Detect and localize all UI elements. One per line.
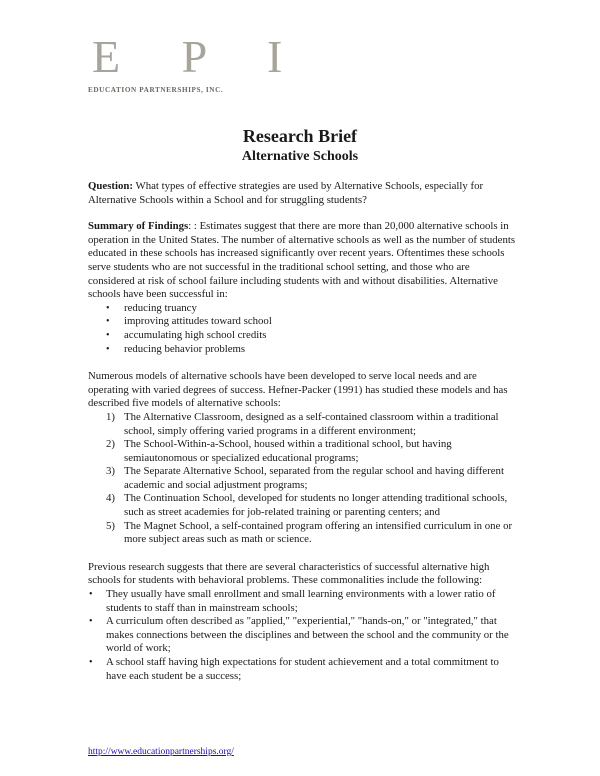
list-item: [88, 411, 518, 438]
list-item: • improving attitudes toward school: [88, 315, 518, 329]
research-intro: Previous research suggests that there are several characteristics of successful alternative high schools for students with behavioral problems. These commonalities include the following:: [88, 560, 490, 587]
epi-logo: [88, 31, 308, 104]
list-number: 4): [106, 492, 115, 505]
summary-bullet-list: [88, 302, 518, 356]
list-item-text: The Continuation School, developed for students no longer attending traditional schools, such as street academies for job-related training or parenting centers; and: [124, 492, 508, 519]
document-body: [88, 180, 518, 683]
list-item-text: The School-Within-a-School, housed within a traditional school, but having semiautonomous or specialized educational programs;: [124, 438, 452, 464]
list-item: [88, 438, 518, 465]
list-item: • A curriculum often described as "applied," "experiential," "hands-on," or "integrated," that makes connections between the disciplines and between the school and the community or the world of work;: [88, 615, 518, 656]
list-item: • They usually have small enrollment and small learning environments with a lower ratio of students to staff than in mainstream schools;: [88, 588, 518, 615]
logo-subtitle: EDUCATION PARTNERSHIPS, INC.: [88, 86, 224, 94]
list-number: 5): [106, 519, 115, 532]
list-number: 3): [106, 465, 115, 478]
models-intro: Numerous models of alternative schools have been developed to serve local needs and are operating with varied degrees of success. Hefner-Packer (1991) has studied these models and has described five models of alternative schools:: [88, 370, 508, 410]
research-bullet-list: [88, 588, 518, 683]
summary-label: Summary of Findings: [88, 220, 189, 233]
list-item: [88, 520, 518, 547]
list-item-text: The Separate Alternative School, separated from the regular school and having different academic and social adjustment programs;: [124, 465, 504, 491]
question-paragraph: [88, 180, 518, 207]
page-title: Research Brief: [242, 126, 358, 146]
list-item: • A school staff having high expectations for student achievement and a total commitment to have each student be a success;: [88, 656, 518, 683]
summary-paragraph: [88, 220, 518, 302]
list-item: • reducing truancy: [88, 302, 518, 316]
question-label: Question:: [88, 180, 133, 192]
summary-text: : : Estimates suggest that there are more than 20,000 alternative schools in operation in the United States. The number of alternative schools as well as the number of students educated in these schools has increased significantly over recent years. Oftentimes these schools serve students who are not successful in the traditional school setting, and those who are considered at risk of school failure including students with and without disabilities. Alternative schools have been successful in:: [88, 220, 516, 301]
list-item: • accumulating high school credits: [88, 329, 518, 343]
list-item-text: The Alternative Classroom, designed as a self-contained classroom within a traditional school, simply offering varied programs in a different environment;: [124, 410, 499, 437]
question-text: What types of effective strategies are used by Alternative Schools, especially for Alternative Schools within a School and for struggling students?: [88, 180, 484, 206]
logo-letters: E P I: [92, 31, 308, 82]
list-item: • reducing behavior problems: [88, 343, 518, 357]
footer-website-link[interactable]: http://www.educationpartnerships.org/: [88, 747, 234, 757]
list-item-text: The Magnet School, a self-contained program offering an intensified curriculum in one or more subject areas such as math or science.: [124, 519, 513, 546]
list-number: 2): [106, 438, 115, 451]
list-number: 1): [106, 410, 115, 423]
list-item: [88, 492, 518, 519]
list-item: [88, 465, 518, 492]
page-subtitle: Alternative Schools: [241, 149, 359, 164]
models-list: [88, 411, 518, 547]
